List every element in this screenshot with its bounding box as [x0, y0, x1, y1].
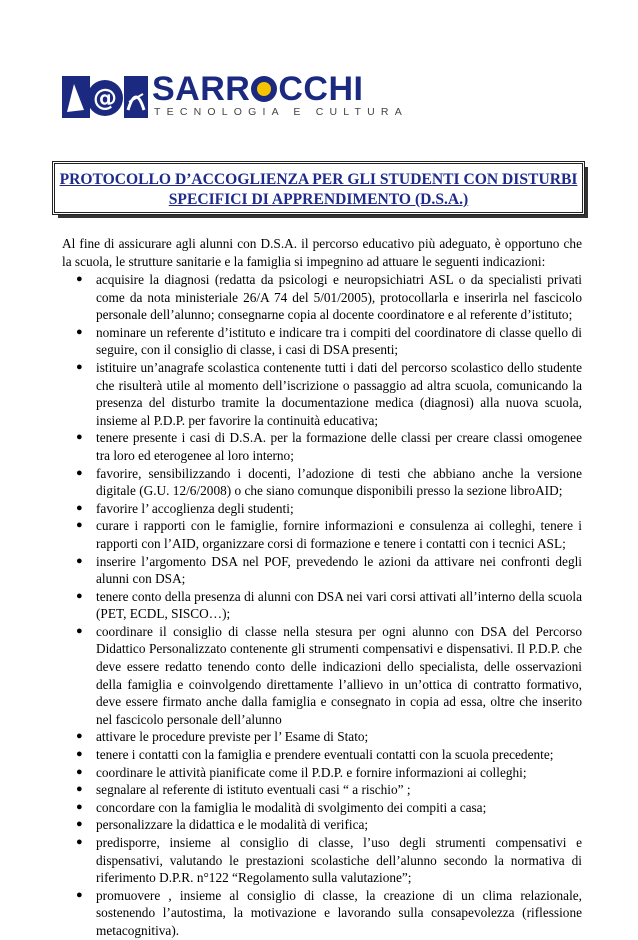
svg-text:@: @ [93, 84, 117, 112]
list-item [62, 324, 582, 359]
bullet-icon: ● [76, 730, 83, 743]
list-item-text: concordare con la famiglia le modalità di svolgimento dei compiti a casa; [96, 799, 487, 815]
list-item-text: favorire l’ accoglienza degli studenti; [96, 500, 294, 516]
list-item [62, 781, 582, 799]
logo-wordmark-start: SARR [152, 70, 251, 108]
bullet-icon: ● [76, 800, 83, 813]
list-item [62, 588, 582, 623]
list-item [62, 834, 582, 887]
bullet-icon: ● [76, 589, 83, 602]
list-item [62, 553, 582, 588]
list-item-text: tenere conto della presenza di alunni con DSA nei vari corsi attivati all’interno della scuola (PET, ECDL, SISCO…); [96, 588, 582, 622]
list-item [62, 728, 582, 746]
document-title [55, 170, 582, 210]
bullet-icon: ● [76, 431, 83, 444]
list-item [62, 887, 582, 940]
list-item [62, 764, 582, 782]
logo-emblem-icon [62, 74, 148, 120]
bullet-icon: ● [76, 466, 83, 479]
list-item-text: attivare le procedure previste per l’ Esame di Stato; [96, 729, 369, 745]
list-item-text: segnalare al referente di istituto eventuali casi “ a rischio” ; [96, 782, 411, 798]
list-item-text: tenere i contatti con la famiglia e prendere eventuali contatti con la scuola precedente; [96, 747, 554, 763]
list-item [62, 500, 582, 518]
list-item [62, 359, 582, 429]
intro-paragraph: Al fine di assicurare agli alunni con D.S.A. il percorso educativo più adeguato, è opportuno che la scuola, le strutture sanitarie e la famiglia si impegnino ad attuare le seguenti indicazioni: [62, 236, 582, 269]
list-item-text: personalizzare la didattica e le modalità di verifica; [96, 817, 369, 833]
list-item [62, 746, 582, 764]
bullet-icon: ● [76, 554, 83, 567]
school-logo [62, 70, 408, 122]
logo-wordmark-end: CCHI [278, 70, 364, 108]
title-line-1: PROTOCOLLO D’ACCOGLIENZA PER GLI STUDENTI CON DISTURBI [59, 171, 578, 188]
list-item-text: curare i rapporti con le famiglie, fornire informazioni e consulenza ai colleghi, tenere i rapporti con l’AID, organizzare corsi di formazione e tenere i contatti con i tecnici ASL; [96, 518, 582, 551]
logo-wordmark [152, 72, 363, 106]
list-item-text: coordinare il consiglio di classe nella stesura per ogni alunno con DSA del Percorso Didattico Personalizzato contenente gli strumenti compensativi e dispensativi. Il P.D.P. che deve essere redatto tenendo conto delle indicazioni dello specialista, delle osservazioni della famiglia e coinvolgendo direttamente l’allievo in un’ottica di contratto formativo, deve essere firmato anche dalla famiglia e consegnato in copia ad essa, oltre che inserito nel fascicolo personale dell’alunno [96, 623, 582, 727]
list-item [62, 465, 582, 500]
bullet-icon: ● [76, 624, 83, 637]
list-item-text: acquisire la diagnosi (redatta da psicologi e neuropsichiatri ASL o da specialisti privati come da nota ministeriale 26/A 74 del 5/01/2005), protocollarla e inserirla nel fascicolo personale dell’alunno; consegnarne copia al docente coordinatore e al referente d’istituto; [96, 272, 582, 323]
title-line-2: SPECIFICI DI APPRENDIMENTO (D.S.A.) [168, 191, 469, 208]
list-item [62, 623, 582, 729]
logo-o-ring-icon [251, 76, 277, 102]
list-item-text: favorire, sensibilizzando i docenti, l’adozione di testi che abbiano anche la versione digitale (G.U. 12/6/2008) o che siano comunque disponibili presso la sezione libroAID; [96, 465, 582, 499]
list-item-text: coordinare le attività pianificate come il P.D.P. e fornire informazioni ai colleghi; [96, 764, 527, 780]
bullet-icon: ● [76, 501, 83, 514]
bullet-icon: ● [76, 519, 83, 532]
list-item-text: promuovere , insieme al consiglio di classe, la creazione di un clima relazionale, sostenendo l’autostima, la motivazione e lavorando sulla consapevolezza (riflessione metacognitiva). [96, 887, 582, 938]
logo-tagline: TECNOLOGIA E CULTURA [154, 106, 408, 118]
list-item-text: inserire l’argomento DSA nel POF, prevedendo le azioni da attivare nei confronti degli alunni con DSA; [96, 553, 582, 587]
bullet-icon: ● [76, 765, 83, 778]
list-item [62, 429, 582, 464]
list-item-text: istituire un’anagrafe scolastica contenente tutti i dati del percorso scolastico dello studente che risulterà utile al momento dell’iscrizione o passaggio ad altra scuola, comunicando la presenza del disturbo tramite la documentazione medica (diagnosi) alla nuova scuola, insieme al P.D.P. per favorire la continuità educativa; [96, 359, 582, 428]
bullet-icon: ● [76, 273, 83, 285]
bullet-icon: ● [76, 360, 83, 373]
bullet-icon: ● [76, 818, 83, 831]
list-item-text: predisporre, insieme al consiglio di classe, l’uso degli strumenti compensativi e dispensativi, valutando le prestazioni scolastiche dell’alunno secondo la normativa di riferimento D.P.R. n°122 “Regolamento sulla valutazione”; [96, 835, 582, 886]
list-item-text: nominare un referente d’istituto e indicare tra i compiti del coordinatore di classe quello di seguire, con il consiglio di classe, i casi di DSA presenti; [96, 324, 582, 358]
title-box [52, 161, 585, 215]
indications-list [62, 271, 582, 940]
bullet-icon: ● [76, 888, 83, 901]
list-item [62, 517, 582, 552]
bullet-icon: ● [76, 325, 83, 338]
bullet-icon: ● [76, 748, 83, 761]
list-item [62, 816, 582, 834]
bullet-icon: ● [76, 783, 83, 796]
list-item [62, 799, 582, 817]
bullet-icon: ● [76, 836, 83, 848]
list-item [62, 271, 582, 324]
list-item-text: tenere presente i casi di D.S.A. per la formazione delle classi per creare classi omogenee tra loro ed eterogenee al loro interno; [96, 430, 582, 463]
